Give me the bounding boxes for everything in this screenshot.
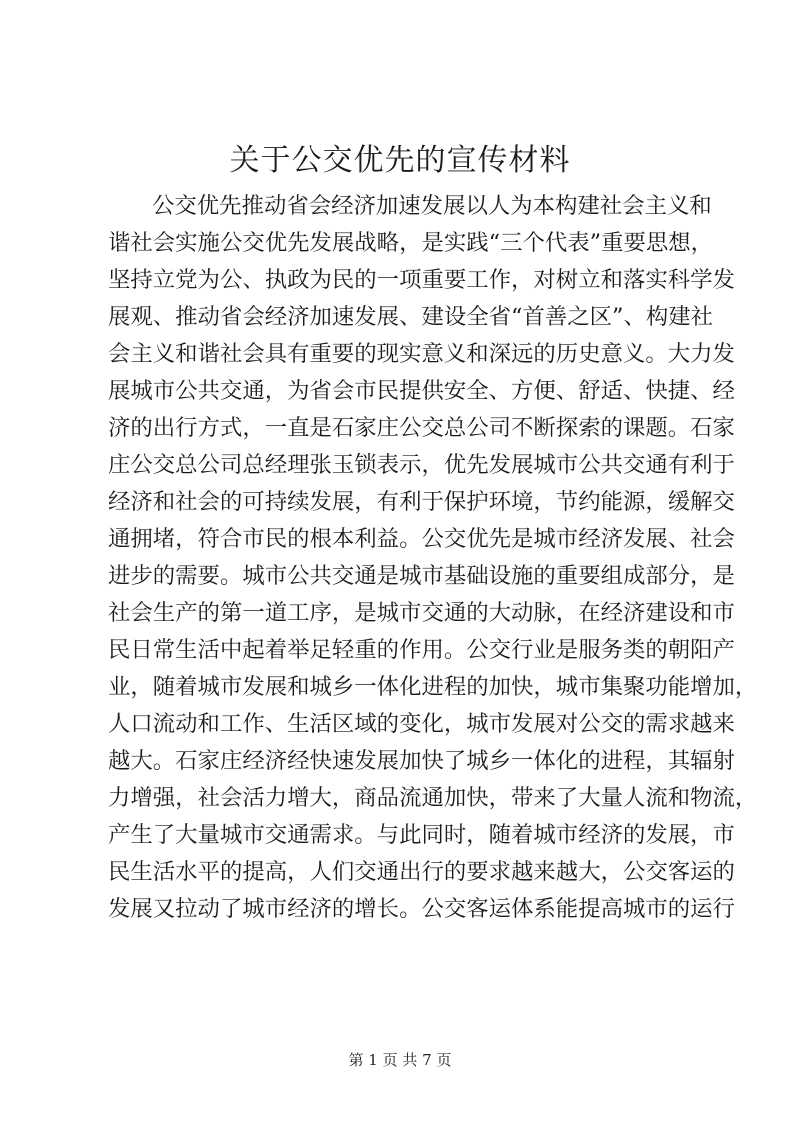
body-line: 发展又拉动了城市经济的增长。公交客运体系能提高城市的运行 — [108, 896, 735, 922]
body-line: 业，随着城市发展和城乡一体化进程的加快，城市集聚功能增加， — [108, 674, 758, 700]
body-line: 展城市公共交通，为省会市民提供安全、方便、舒适、快捷、经 — [108, 378, 735, 404]
body-line: 越大。石家庄经济经快速发展加快了城乡一体化的进程，其辐射 — [108, 748, 735, 774]
body-line: 民日常生活中起着举足轻重的作用。公交行业是服务类的朝阳产 — [108, 637, 735, 663]
body-line: 公交优先推动省会经济加速发展以人为本构建社会主义和 — [152, 193, 712, 219]
body-line: 会主义和谐社会具有重要的现实意义和深远的历史意义。大力发 — [108, 341, 735, 367]
document-title: 关于公交优先的宣传材料 — [229, 143, 571, 178]
body-line: 经济和社会的可持续发展，有利于保护环境，节约能源，缓解交 — [108, 489, 735, 515]
body-line: 坚持立党为公、执政为民的一项重要工作，对树立和落实科学发 — [108, 267, 735, 293]
body-line: 济的出行方式，一直是石家庄公交总公司不断探索的课题。石家 — [108, 415, 735, 441]
body-line: 进步的需要。城市公共交通是城市基础设施的重要组成部分，是 — [108, 563, 735, 589]
body-line: 人口流动和工作、生活区域的变化，城市发展对公交的需求越来 — [108, 711, 735, 737]
page-number-footer: 第 1 页 共 7 页 — [348, 1051, 452, 1069]
body-line: 产生了大量城市交通需求。与此同时，随着城市经济的发展，市 — [108, 822, 735, 848]
body-line: 谐社会实施公交优先发展战略，是实践“三个代表”重要思想， — [108, 230, 714, 256]
body-line: 力增强，社会活力增大，商品流通加快，带来了大量人流和物流， — [108, 785, 758, 811]
body-line: 社会生产的第一道工序，是城市交通的大动脉，在经济建设和市 — [108, 600, 735, 626]
body-line: 展观、推动省会经济加速发展、建设全省“首善之区”、构建社 — [108, 304, 714, 330]
body-line: 通拥堵，符合市民的根本利益。公交优先是城市经济发展、社会 — [108, 526, 735, 552]
body-line: 庄公交总公司总经理张玉锁表示，优先发展城市公共交通有利于 — [108, 452, 735, 478]
body-paragraph — [108, 188, 758, 928]
body-line: 民生活水平的提高，人们交通出行的要求越来越大，公交客运的 — [108, 859, 735, 885]
